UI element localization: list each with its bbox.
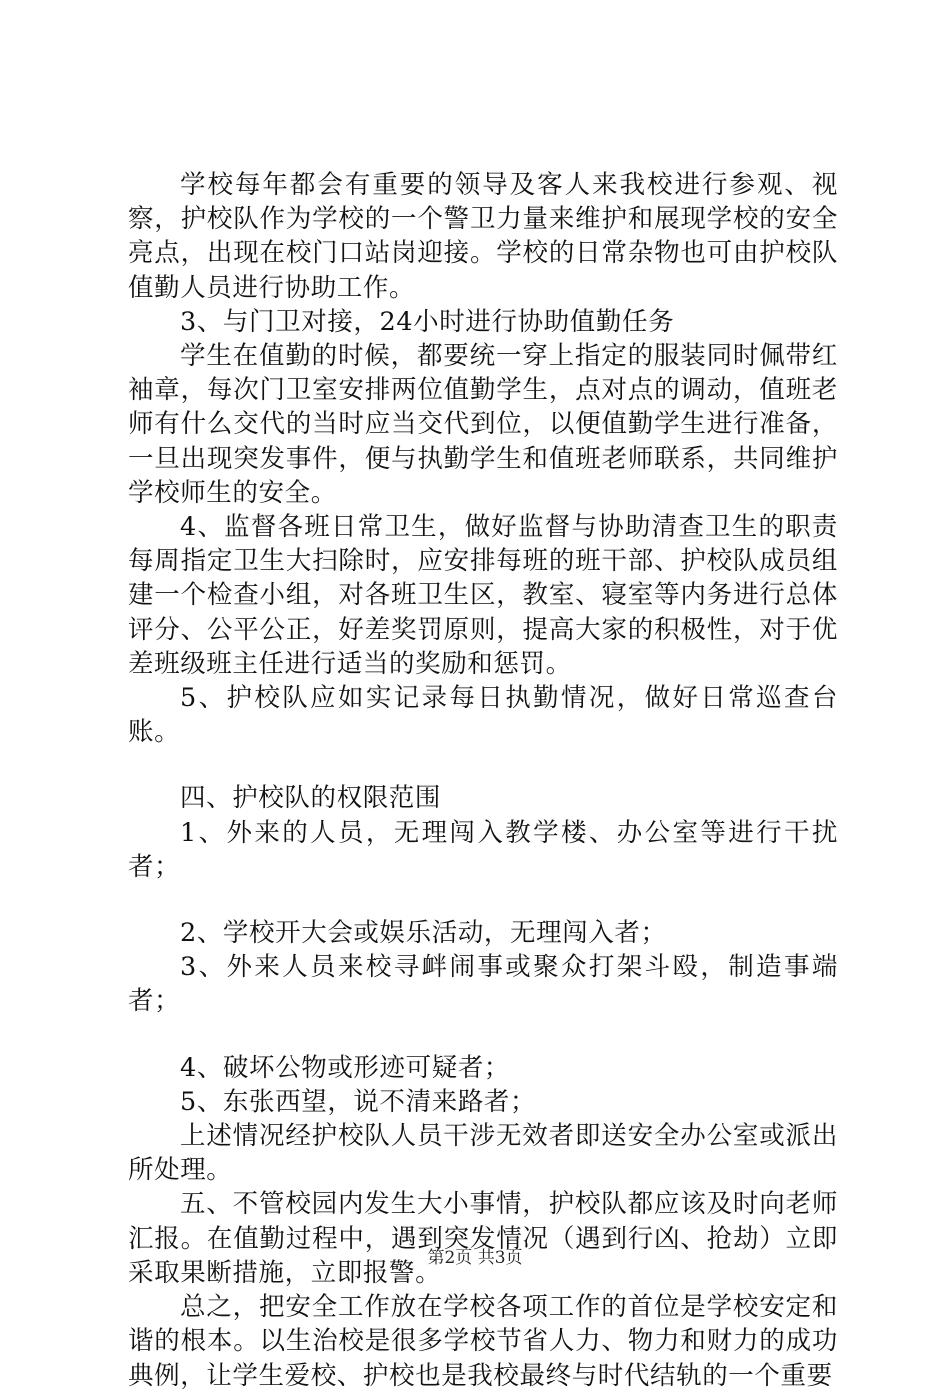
authority-item-1: 1、外来的人员，无理闯入教学楼、办公室等进行干扰者； bbox=[128, 817, 838, 882]
paragraph-spacer bbox=[128, 884, 838, 916]
authority-item-5: 5、东张西望，说不清来路者； bbox=[180, 1086, 537, 1117]
paragraph-handling: 上述情况经护校队人员干涉无效者即送安全办公室或派出所处理。 bbox=[128, 1121, 838, 1186]
paragraph-reception-duty: 学校每年都会有重要的领导及客人来我校进行参观、视察，护校队作为学校的一个警卫力量来维护和展现学校的安全亮点，出现在校门口站岗迎接。学校的日常杂物也可由护校队值勤人员进行协助工作。 bbox=[128, 170, 838, 303]
paragraph-duty-details: 学生在值勤的时候，都要统一穿上指定的服装同时佩带红袖章，每次门卫室安排两位值勤学生，点对点的调动，值班老师有什么交代的当时应当交代到位，以便值勤学生进行准备，一旦出现突发事件，便与执勤学生和值班老师联系，共同维护学校师生的安全。 bbox=[128, 341, 838, 508]
paragraph-item-4-hygiene: 4、监督各班日常卫生，做好监督与协助清查卫生的职责每周指定卫生大扫除时，应安排每班的班干部、护校队成员组建一个检查小组，对各班卫生区，教室、寝室等内务进行总体评分、公平公正，好差奖罚原则，提高大家的积极性，对于优差班级班主任进行适当的奖励和惩罚。 bbox=[128, 512, 838, 679]
document-body bbox=[128, 168, 838, 1393]
section-five-paragraph: 五、不管校园内发生大小事情，护校队都应该及时向老师汇报。在值勤过程中，遇到突发情况（遇到行凶、抢劫）立即采取果断措施，立即报警。 bbox=[128, 1189, 838, 1288]
authority-item-2: 2、学校开大会或娱乐活动，无理闯入者； bbox=[180, 918, 667, 949]
authority-item-3: 3、外来人员来校寻衅闹事或聚众打架斗殴，制造事端者； bbox=[128, 952, 838, 1017]
paragraph-item-3-heading: 3、与门卫对接，24小时进行协助值勤任务 bbox=[180, 306, 675, 337]
page-number-footer: 第2页 共3页 bbox=[427, 1248, 523, 1268]
paragraph-spacer bbox=[128, 1019, 838, 1051]
section-four-heading: 四、护校队的权限范围 bbox=[180, 783, 442, 814]
paragraph-spacer bbox=[128, 749, 838, 781]
paragraph-conclusion: 总之，把安全工作放在学校各项工作的首位是学校安定和谐的根本。以生治校是很多学校节省人力、物力和财力的成功典例，让学生爱校、护校也是我校最终与时代结轨的一个重要 bbox=[128, 1292, 838, 1391]
authority-item-4: 4、破坏公物或形迹可疑者； bbox=[180, 1052, 511, 1083]
paragraph-item-5-records: 5、护校队应如实记录每日执勤情况，做好日常巡查台账。 bbox=[128, 683, 838, 748]
